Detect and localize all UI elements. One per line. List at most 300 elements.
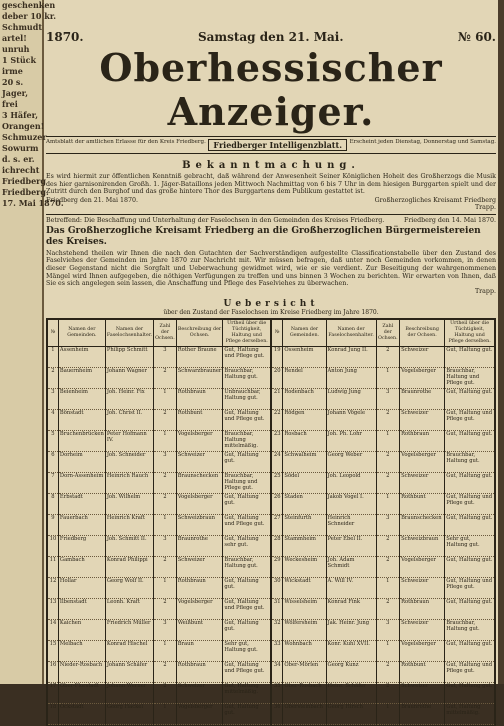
row-count: 3 [376,619,399,640]
row-municipality: Fauerbach [58,514,105,535]
table-row [48,451,271,472]
table-row [48,430,271,451]
row-count: 3 [154,535,177,556]
gutter-fragment: Orangen! [2,121,45,131]
row-number: 21 [272,388,283,409]
row-count: 2 [154,367,177,388]
row-number: 8 [48,493,59,514]
gutter-fragment: geschenken [2,0,56,10]
notice-authority: Großherzogliches Kreisamt Friedberg [374,196,496,204]
divider [46,214,496,215]
betreff-line [46,217,496,224]
row-municipality: Staden [283,493,326,514]
masthead: Oberhessischer Anzeiger. [99,45,443,134]
row-municipality: Bauernheim [58,367,105,388]
row-count: 2 [154,556,177,577]
row-judgement: Gut, Haltung gut. [223,451,271,472]
main-column [46,30,496,726]
row-count: 1 [154,388,177,409]
col-municipality: Namen der Gemeinden. [283,319,326,346]
row-judgement: Gut, Haltung gut. [223,703,271,724]
row-municipality: Ober-Florstadt [58,682,105,703]
row-municipality: Ilbenstadt [58,598,105,619]
table-row [272,409,495,430]
row-municipality: Wölfersheim [283,619,326,640]
row-description: Vogelsberger [400,640,445,661]
row-number: 28 [272,535,283,556]
table-row [272,682,495,703]
sub-bar [46,136,496,154]
row-keeper: Georg Weber [326,451,376,472]
row-number: 1 [48,346,59,367]
row-description: Rothbraun [176,661,223,682]
row-municipality: Dorheim [58,451,105,472]
col-number: № [48,319,59,346]
row-description: Vogelsberger [176,430,223,451]
row-keeper: Heinr. Schäfer [326,682,376,703]
row-judgement: Gut, Haltung und Pflege gut. [445,409,495,430]
row-count: 2 [376,598,399,619]
table-row [272,367,495,388]
row-municipality: Gambach [58,556,105,577]
row-keeper: Johann Werner [105,682,153,703]
betreff-date: Friedberg den 14. Mai 1870. [403,216,496,224]
row-number: 22 [272,409,283,430]
row-municipality: Södel [283,472,326,493]
circular-signer: Trapp. [474,287,496,295]
table-row [272,703,495,724]
overview-table [46,318,496,726]
row-number: 12 [48,577,59,598]
row-number: 17 [48,682,59,703]
row-municipality: Steinfurth [283,514,326,535]
row-number: 11 [48,556,59,577]
row-count: 2 [154,493,177,514]
row-number: 20 [272,367,283,388]
row-keeper: Georg Hackel [105,703,153,724]
row-description: Braun [176,640,223,661]
row-description: Braunschecken [400,514,445,535]
row-count: 3 [154,451,177,472]
row-keeper: Jak. Heinr. Jung [326,619,376,640]
row-keeper: Joh. Wilhelm [105,493,153,514]
notice-place-date: Friedberg den 21. Mai 1870. [46,196,139,204]
row-description: Rothbraun [400,430,445,451]
gutter-fragment: irme [2,66,23,76]
row-number: 27 [272,514,283,535]
row-keeper: Konrad Philippi [105,556,153,577]
row-judgement: Gut, Haltung und Pflege gut. [223,661,271,682]
table-row [48,514,271,535]
table-row [48,346,271,367]
col-description: Beschreibung der Ochsen. [400,319,445,346]
row-number: 16 [48,661,59,682]
row-judgement: Gut, Haltung gut. [223,493,271,514]
row-keeper: Joh. Adam Schmidt [326,556,376,577]
row-keeper: Joh. Christ II. [105,409,153,430]
gutter-fragment: Schmuzer [2,132,47,142]
row-municipality: Rödgen [283,409,326,430]
row-count: 3 [154,346,177,367]
row-municipality: Weckesheim [283,556,326,577]
row-number: 30 [272,577,283,598]
row-judgement: Gut, Haltung gut. [223,577,271,598]
gutter-fragment: Schmudt [2,22,43,32]
row-keeper: Heinrich Rauch [105,472,153,493]
row-description: Schweizer [176,682,223,703]
notice-title: Bekanntmachung. [182,160,360,171]
gutter-fragment: deber 10 kr. [2,11,57,21]
row-count: 3 [376,388,399,409]
row-keeper: A. Will IV. [326,577,376,598]
table-left [47,319,271,725]
row-judgement: Brauchbar, Haltung gut. [223,556,271,577]
row-number: 25 [272,472,283,493]
row-judgement: Gut, Haltung gut. [445,430,495,451]
row-judgement: Gut, Haltung und Pflege gut. [445,577,495,598]
row-judgement: Gut, Haltung gut. [445,514,495,535]
row-count: 2 [376,682,399,703]
row-municipality: Wisselsheim [283,598,326,619]
notice-signature [46,197,496,204]
row-judgement: Gut, Haltung gut. [445,640,495,661]
row-judgement: Gut, Haltung und Pflege gut. [445,493,495,514]
row-keeper: Konr. Kuhl XVII. [326,640,376,661]
row-count: 1 [376,493,399,514]
row-description: Vogelsberger [400,367,445,388]
row-number: 2 [48,367,59,388]
row-judgement: Gut, Haltung gut. [445,682,495,703]
row-number: 5 [48,430,59,451]
row-keeper: Peter Hofmann IV. [105,430,153,451]
table-row [48,409,271,430]
table-row [48,472,271,493]
row-judgement: Gut, Haltung mittelmäßig. [445,703,495,724]
row-judgement: Gut, Haltung und Pflege gut. [445,661,495,682]
row-count: 1 [154,640,177,661]
row-keeper: Georg Wolf II. [105,577,153,598]
row-count: 1 [154,430,177,451]
table-row [48,619,271,640]
row-municipality: Obersteinbach [283,703,326,724]
row-judgement: Gut, Haltung gut. [445,346,495,367]
row-description: Rothbraun [400,598,445,619]
row-description: Schweizer [400,577,445,598]
table-row [48,640,271,661]
gutter-fragment: 3 Häfer, [2,110,39,120]
row-count: 2 [154,472,177,493]
table-row [48,367,271,388]
row-judgement: Gut, Haltung und Pflege gut. [223,346,271,367]
row-municipality: Stammheim [283,535,326,556]
row-judgement: Sehr gut, Haltung gut. [445,535,495,556]
row-description: Schweizer [176,556,223,577]
table-row [48,535,271,556]
row-number: 32 [272,619,283,640]
row-count: 1 [154,577,177,598]
table-row [272,535,495,556]
book-edge [498,0,504,684]
row-description: Vogelsberger [400,451,445,472]
row-keeper: Heinrich Schneider [326,514,376,535]
row-number: 31 [272,598,283,619]
row-description: Schweizer [400,409,445,430]
row-count: 3 [154,619,177,640]
row-judgement: Gut, Haltung gut. [445,556,495,577]
row-description: Schweizer [176,451,223,472]
table-row [272,661,495,682]
row-number: 14 [48,619,59,640]
table-row [272,346,495,367]
row-municipality: Nieder-Rosbach [58,661,105,682]
col-keeper: Namen der Faselochsenhalter. [326,319,376,346]
table-row [48,577,271,598]
row-description: Braunschecken [176,472,223,493]
row-keeper: Jakob Vogel I. [326,493,376,514]
col-keeper: Namen der Faselochsenhalter. [105,319,153,346]
row-municipality: Rendel [283,367,326,388]
row-municipality: Dorn-Assenheim [58,472,105,493]
row-number: 33 [272,640,283,661]
row-judgement: Gut, Haltung sehr gut. [223,535,271,556]
gutter-fragment: Jager, [2,88,29,98]
gutter-fragment: 1 Stück [2,55,37,65]
header-line [46,30,496,44]
table-row [272,493,495,514]
notice-signer: Trapp. [474,203,496,211]
issue-number: № 60. [457,30,496,44]
row-number: 15 [48,640,59,661]
table-row [272,577,495,598]
row-municipality: Ossenheim [283,346,326,367]
betreff-text: Betreffend: Die Beschaffung und Unterhaltung der Faselochsen in den Gemeinden des Kreises Friedberg. [46,216,385,224]
row-count: 1 [376,703,399,724]
circular-heading: Das Großherzogliche Kreisamt Friedberg an die Großherzoglichen Bürgermeistereien des Kreises. [46,225,481,247]
row-judgement: Sehr gut, Haltung gut. [223,640,271,661]
row-description: Rothbunt [400,661,445,682]
row-description: Schweizbraun [400,535,445,556]
row-keeper: Heinrich Kraft [105,514,153,535]
year: 1870. [46,30,84,44]
row-description: Schweizbraun [176,514,223,535]
row-keeper: Joh. Heinr. Fix [105,388,153,409]
row-keeper: Anton Jung [326,367,376,388]
table-row [272,472,495,493]
row-keeper: Joh. Ph. Lohr [326,430,376,451]
col-description: Beschreibung der Ochsen. [176,319,223,346]
row-description: Rothbunt [400,493,445,514]
table-right [271,319,495,725]
row-judgement: Gut, Haltung und Pflege gut. [223,598,271,619]
row-number: 6 [48,451,59,472]
row-municipality: Bruchenbrücken [58,430,105,451]
row-number: 4 [48,409,59,430]
gutter-fragment: Friedberg. [2,187,49,197]
row-municipality: Ober-Rosbach [283,682,326,703]
row-description: Braunrothe [400,388,445,409]
row-number: 3 [48,388,59,409]
row-number: 26 [272,493,283,514]
row-count: 1 [154,703,177,724]
row-municipality: Rodenbach [283,388,326,409]
row-keeper: Joh. Schmitt II. [105,535,153,556]
row-count: 2 [376,661,399,682]
row-municipality: Wohnbach [283,640,326,661]
row-count: 1 [376,577,399,598]
col-number: № [272,319,283,346]
row-judgement: Gut, Haltung und Pflege gut. [223,514,271,535]
row-keeper: Joh. Leopold [326,472,376,493]
row-judgement: Unbrauchbar, Haltung gut. [223,388,271,409]
row-count: 1 [376,367,399,388]
row-municipality: Wickstadt [283,577,326,598]
row-number: 35 [272,682,283,703]
gutter-fragment: unruh [2,44,30,54]
row-count: 3 [376,514,399,535]
row-judgement: Gut, Haltung gut. [445,472,495,493]
row-municipality: Kaichen [58,619,105,640]
col-judgement: Urtheil über die Tüchtigkeit, Haltung und Pflege derselben. [223,319,271,346]
row-description: Schweizer [400,346,445,367]
row-judgement: Gut, Haltung gut. [223,619,271,640]
row-municipality: Erbstadt [58,493,105,514]
row-keeper: Johann Schäfer [105,661,153,682]
row-count: 1 [154,514,177,535]
issue-date: Samstag den 21. Mai. [197,30,344,44]
row-number: 36 [272,703,283,724]
row-count: 2 [376,451,399,472]
row-description: Rothbraun [176,388,223,409]
row-description: Rothbunt [176,409,223,430]
table-row [48,493,271,514]
notice-text: Es wird hiermit zur öffentlichen Kenntniß gebracht, daß während der Anwesenheit Seiner Königlichen Hoheit des Großherzogs die Musik des hier garnisonirenden Großh. 1. Jäger-Bataillons jeden Mittwoch Nachmittag von 6 bis 7 Uhr in dem hiesigen Burggarten spielt und der Zutritt durch den Burghof und das große hintere Thor des Burggartens dem Publikum gestattet ist. [46,173,496,196]
col-municipality: Namen der Gemeinden. [58,319,105,346]
row-count: 2 [154,661,177,682]
row-judgement: Gut, Haltung und Pflege gut. [223,409,271,430]
table-row [272,388,495,409]
row-municipality: Melbach [58,640,105,661]
row-keeper: Konrad Hischel [105,640,153,661]
row-description: Braunrothe [176,535,223,556]
row-count: 2 [376,556,399,577]
row-description: Schweizer [400,682,445,703]
row-number: 7 [48,472,59,493]
table-row [272,619,495,640]
row-description: Schweizer [400,472,445,493]
row-keeper: Ludwig Jung [326,388,376,409]
row-count: 1 [376,430,399,451]
row-keeper: Johann Vögele [326,409,376,430]
row-number: 13 [48,598,59,619]
row-count: 2 [154,598,177,619]
row-judgement: Gut, Haltung mittelmäßig. [223,682,271,703]
row-keeper: Joh. Schneider [105,451,153,472]
row-keeper: Georg Kunz [326,661,376,682]
gutter-fragment: 20 s. [2,77,24,87]
row-judgement: Brauchbar, Haltung gut. [445,451,495,472]
row-count: 2 [154,409,177,430]
col-count: Zahl der Ochsen. [376,319,399,346]
table-row [272,430,495,451]
gutter-fragment: frei [2,99,18,109]
row-description: Weißbunt [176,619,223,640]
row-description: Vogelsberger [176,703,223,724]
table-row [48,703,271,724]
row-municipality: Ober-Mörlen [283,661,326,682]
row-judgement: Brauchbar, Haltung mittelmäßig. [223,430,271,451]
table-title: Uebersicht [223,298,319,309]
table-row [272,598,495,619]
table-row [48,388,271,409]
row-number: 9 [48,514,59,535]
table-row [48,682,271,703]
gutter-fragment: ichrecht [2,165,40,175]
circular-text: Nachstehend theilen wir Ihnen die nach den Gutachten der Sachverständigen aufgestellte Classificationstabelle über den Zustand des Faselviehes der Gemeinden im Jahre 1870 zur Nachricht mit. Wir müssen befragen, daß unter noch Gemeinden vorkommen, in denen dieser Gegenstand nicht die Sorgfalt und Ueberwachung gewidmet wird, wie er sie verdient. Zur Beseitigung der wahrgenommenen Mängel wird Ihnen aufgegeben, die nöthigen Verfügungen zu treffen und uns binnen 3 Wochen zu berichten. Wir erwarten von Ihnen, daß Sie es sich angelegen sein lassen, die Anschaffung und Pflege des Faselviehes zu überwachen. [46,249,496,288]
row-keeper: Friedrich Müller [105,619,153,640]
gutter-fragment: Friedberg [2,176,46,186]
row-municipality: Assenheim [58,346,105,367]
table-row [48,598,271,619]
table-row [272,514,495,535]
row-description: Vogelsberger [400,556,445,577]
col-count: Zahl der Ochsen. [154,319,177,346]
row-number: 34 [272,661,283,682]
gutter-fragment: 17. Mai 1870. [2,198,64,208]
gutter-fragment: d. s. er. [2,154,35,164]
row-municipality: Schwalheim [283,451,326,472]
row-keeper: Philipp Schmitt [105,346,153,367]
row-municipality: Hollar [58,577,105,598]
row-municipality: Ockstadt [58,703,105,724]
row-judgement: Brauchbar, Haltung und Pflege gut. [445,367,495,388]
row-keeper: Johann Wagner [105,367,153,388]
row-count: 2 [376,535,399,556]
row-count: 2 [154,682,177,703]
row-keeper: Konrad Jung II. [326,346,376,367]
row-judgement: Gut, Haltung gut. [445,598,495,619]
row-description: Braunrothe [400,703,445,724]
sub-mid: Friedberger Intelligenzblatt. [208,139,347,151]
col-judgement: Urtheil über die Tüchtigkeit, Haltung und Pflege derselben. [445,319,495,346]
row-keeper: Konrad Fink [326,598,376,619]
row-description: Schweizer [400,619,445,640]
row-judgement: Brauchbar, Haltung und Pflege gut. [223,472,271,493]
row-municipality: Beienheim [58,388,105,409]
row-number: 23 [272,430,283,451]
row-judgement: Gut, Haltung gut. [445,388,495,409]
row-municipality: Bönstadt [58,409,105,430]
row-description: Schwarzbrauner [176,367,223,388]
row-description: Rothbraun [176,577,223,598]
row-number: 10 [48,535,59,556]
row-keeper: Leonh. Kraft [105,598,153,619]
table-row [48,556,271,577]
table-row [48,661,271,682]
row-municipality: Rosbach [283,430,326,451]
gutter-fragment: artel! [2,33,27,43]
row-number: 19 [272,346,283,367]
row-count: 2 [376,346,399,367]
row-description: Rother Braune [176,346,223,367]
table-subtitle: über den Zustand der Faselochsen im Kreise Friedberg im Jahre 1870. [163,308,379,316]
row-number: 24 [272,451,283,472]
table-row [272,640,495,661]
table-row [272,451,495,472]
sub-right: Erscheint jeden Dienstag, Donnerstag und Samstag. [349,139,496,145]
table-row [272,556,495,577]
row-keeper: Peter Ebel II. [326,535,376,556]
row-municipality: Friedberg [58,535,105,556]
